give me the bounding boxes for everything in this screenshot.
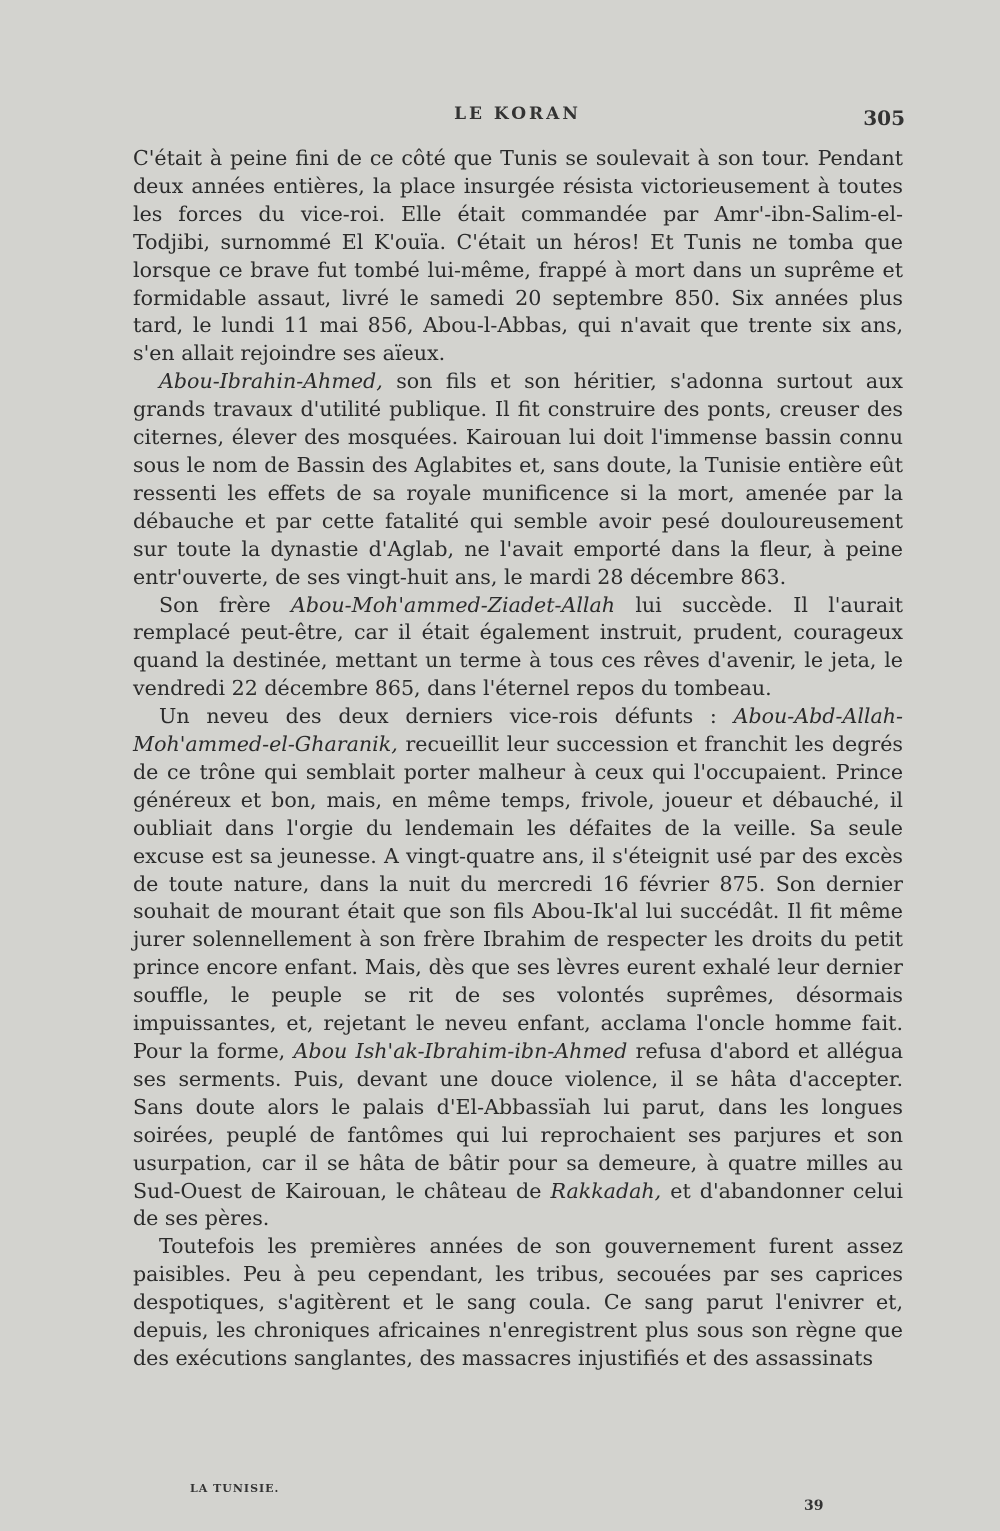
page-number: 305	[863, 106, 905, 130]
paragraph-1	[133, 145, 903, 368]
running-title: LE KORAN	[454, 104, 581, 124]
signature-mark: 39	[804, 1498, 824, 1514]
place-name-rakkadah: Rakkadah,	[550, 1178, 662, 1203]
paragraph-5-text: Toutefois les premières années de son gouvernement furent assez paisibles. Peu à peu cependant, les tribus, secouées par ses caprices despotiques, s'agitèrent et le sang coula. Ce sang parut l'enivrer et, depuis, les chroniques africaines n'enregistrent plus sous son règne que des exécutions sanglantes, des massacres injustifiés et des assassinats	[133, 1234, 903, 1370]
paragraph-4-lead: Un neveu des deux derniers vice-rois défunts :	[159, 704, 734, 729]
paragraph-4-text: recueillit leur succession et franchit les degrés de ce trône qui semblait porter malheur à ceux qui l'occupaient. Prince généreux et bon, mais, en même temps, frivole, joueur et débauché, il oubliait dans l'orgie du lendemain les défaites de la veille. Sa seule excuse est sa jeunesse. A vingt-quatre ans, il s'éteignit usé par des excès de toute nature, dans la nuit du mercredi 16 février 875. Son dernier souhait de mourant était que son fils Abou-Ik'al lui succédât. Il fit même jurer solennellement à son frère Ibrahim de respecter les droits du petit prince encore enfant. Mais, dès que ses lèvres eurent exhalé leur dernier souffle, le peuple se rit de ses volontés suprêmes, désormais impuissantes, et, rejetant le neveu enfant, acclama l'oncle homme fait. Pour la forme,	[133, 732, 903, 1063]
paragraph-3-text: lui succède. Il l'aurait remplacé peut-être, car il était également instruit, prudent, courageux quand la destinée, mettant un terme à tous ces rêves d'avenir, le jeta, le vendredi 22 décembre 865, dans l'éternel repos du tombeau.	[133, 592, 903, 701]
paragraph-3-lead: Son frère	[159, 592, 291, 617]
paragraph-2	[133, 368, 903, 591]
footer-book-title: LA TUNISIE.	[190, 1482, 280, 1495]
person-name-abou-ibrahin-ahmed: Abou-Ibrahin-Ahmed,	[159, 369, 383, 394]
person-name-el-gharanik: Abou-Abd-Allah-Moh'ammed-el-Gharanik,	[133, 704, 903, 757]
person-name-ziadet-allah: Abou-Moh'ammed-Ziadet-Allah	[290, 592, 616, 617]
page-header	[130, 104, 905, 134]
paragraph-1-text: C'était à peine fini de ce côté que Tunis se soulevait à son tour. Pendant deux années entières, la place insurgée résista victorieusement à toutes les forces du vice-roi. Elle était commandée par Amr'-ibn-Salim-el-Todjibi, surnommé El K'ouïa. C'était un héros! Et Tunis ne tomba que lorsque ce brave fut tombé lui-même, frappé à mort dans un suprême et formidable assaut, livré le samedi 20 septembre 850. Six années plus tard, le lundi 11 mai 856, Abou-l-Abbas, qui n'avait que trente six ans, s'en allait rejoindre ses aïeux.	[133, 146, 903, 366]
person-name-ibrahim-ibn-ahmed: Abou Ish'ak-Ibrahim-ibn-Ahmed	[293, 1039, 628, 1063]
paragraph-3	[133, 592, 903, 704]
body-text	[133, 145, 903, 1373]
paragraph-5	[133, 1233, 903, 1373]
paragraph-4-text-3: et d'abandonner celui de ses pères.	[133, 1178, 904, 1231]
paragraph-2-text: son fils et son héritier, s'adonna surtout aux grands travaux d'utilité publique. Il fit construire des ponts, creuser des citernes, élever des mosquées. Kairouan lui doit l'immense bassin connu sous le nom de Bassin des Aglabites et, sans doute, la Tunisie entière eût ressenti les effets de sa royale munificence si la mort, amenée par la débauche et par cette fatalité qui semble avoir pesé douloureusement sur toute la dynastie d'Aglab, ne l'avait emporté dans la fleur, à peine entr'ouverte, de ses vingt-huit ans, le mardi 28 décembre 863.	[133, 369, 903, 589]
paragraph-4	[133, 703, 903, 1233]
paragraph-4-text-2: refusa d'abord et allégua ses serments. Puis, devant une douce violence, il se hâta d'accepter. Sans doute alors le palais d'El-Abbassïah lui parut, dans les longues soirées, peuplé de fantômes qui lui reprochaient ses parjures et son usurpation, car il se hâta de bâtir pour sa demeure, à quatre milles au Sud-Ouest de Kairouan, le château de	[133, 1039, 903, 1203]
